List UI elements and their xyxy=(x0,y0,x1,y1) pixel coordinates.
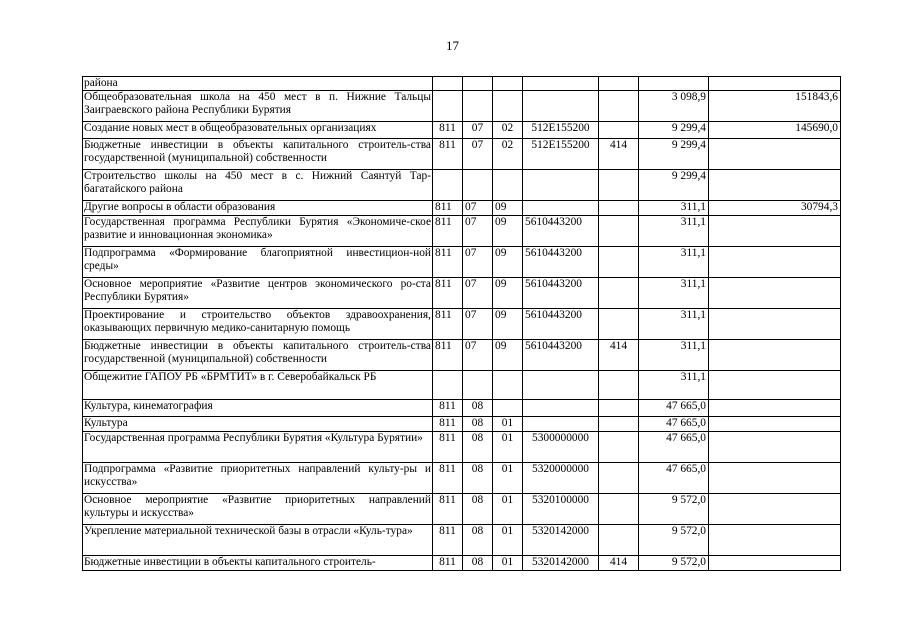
cell-amount: 311,1 xyxy=(639,371,709,400)
table-row xyxy=(83,91,841,122)
cell-target-article: 512E155200 xyxy=(523,139,599,170)
cell-name: Культура, кинематография xyxy=(83,400,433,417)
cell-section xyxy=(463,91,493,122)
cell-section: 08 xyxy=(463,525,493,556)
cell-expense-type xyxy=(599,122,639,139)
cell-ved xyxy=(433,77,463,91)
cell-amount: 3 098,9 xyxy=(639,91,709,122)
cell-expense-type xyxy=(599,216,639,247)
cell-target-article: 5610443200 xyxy=(523,278,599,309)
cell-expense-type: 414 xyxy=(599,139,639,170)
cell-expense-type xyxy=(599,77,639,91)
cell-name: района xyxy=(83,77,433,91)
cell-section: 08 xyxy=(463,432,493,463)
cell-amount: 47 665,0 xyxy=(639,417,709,432)
cell-amount: 47 665,0 xyxy=(639,463,709,494)
cell-section: 07 xyxy=(463,201,493,216)
cell-target-article: 5320000000 xyxy=(523,463,599,494)
cell-expense-type xyxy=(599,170,639,201)
cell-target-article: 5610443200 xyxy=(523,216,599,247)
cell-name: Культура xyxy=(83,417,433,432)
cell-ved: 811 xyxy=(433,139,463,170)
table-row xyxy=(83,309,841,340)
cell-subsection xyxy=(493,77,523,91)
cell-extra-amount xyxy=(709,216,841,247)
cell-target-article: 5320100000 xyxy=(523,494,599,525)
cell-section: 07 xyxy=(463,340,493,371)
cell-target-article: 5320142000 xyxy=(523,556,599,571)
cell-extra-amount xyxy=(709,463,841,494)
cell-extra-amount: 151843,6 xyxy=(709,91,841,122)
cell-target-article xyxy=(523,371,599,400)
cell-subsection: 09 xyxy=(493,278,523,309)
cell-extra-amount xyxy=(709,77,841,91)
cell-name: Общежитие ГАПОУ РБ «БРМТИТ» в г. Северобайкальск РБ xyxy=(83,371,433,400)
cell-target-article xyxy=(523,417,599,432)
cell-name: Проектирование и строительство объектов здравоохранения, оказывающих первичную медико-санитарную помощь xyxy=(83,309,433,340)
cell-amount: 311,1 xyxy=(639,340,709,371)
cell-amount: 311,1 xyxy=(639,216,709,247)
cell-name: Основное мероприятие «Развитие центров экономического ро-ста Республики Бурятия» xyxy=(83,278,433,309)
cell-extra-amount xyxy=(709,417,841,432)
cell-amount: 311,1 xyxy=(639,309,709,340)
cell-subsection: 01 xyxy=(493,494,523,525)
cell-expense-type xyxy=(599,417,639,432)
cell-section: 07 xyxy=(463,309,493,340)
cell-extra-amount xyxy=(709,309,841,340)
cell-extra-amount xyxy=(709,525,841,556)
cell-ved: 811 xyxy=(433,122,463,139)
cell-subsection: 01 xyxy=(493,463,523,494)
page-number: 17 xyxy=(446,38,459,53)
cell-section: 07 xyxy=(463,139,493,170)
cell-target-article: 5320142000 xyxy=(523,525,599,556)
cell-target-article xyxy=(523,91,599,122)
cell-section: 07 xyxy=(463,278,493,309)
table-row xyxy=(83,417,841,432)
table-row xyxy=(83,371,841,400)
cell-subsection: 09 xyxy=(493,201,523,216)
cell-ved: 811 xyxy=(433,201,463,216)
cell-subsection: 02 xyxy=(493,139,523,170)
cell-subsection: 09 xyxy=(493,340,523,371)
cell-ved: 811 xyxy=(433,463,463,494)
cell-amount: 311,1 xyxy=(639,247,709,278)
cell-amount: 311,1 xyxy=(639,201,709,216)
table-row xyxy=(83,432,841,463)
cell-subsection: 09 xyxy=(493,216,523,247)
cell-ved xyxy=(433,371,463,400)
table-row xyxy=(83,494,841,525)
cell-section: 08 xyxy=(463,556,493,571)
cell-name: Бюджетные инвестиции в объекты капитального строитель-ства государственной (муниципальной) собственности xyxy=(83,139,433,170)
table-row xyxy=(83,201,841,216)
cell-subsection: 01 xyxy=(493,432,523,463)
cell-expense-type xyxy=(599,278,639,309)
table-row xyxy=(83,139,841,170)
cell-expense-type xyxy=(599,371,639,400)
cell-section: 08 xyxy=(463,400,493,417)
cell-name: Подпрограмма «Формирование благоприятной инвестицион-ной среды» xyxy=(83,247,433,278)
cell-expense-type xyxy=(599,201,639,216)
cell-ved: 811 xyxy=(433,309,463,340)
table-row xyxy=(83,278,841,309)
cell-target-article: 512E155200 xyxy=(523,122,599,139)
cell-name: Другие вопросы в области образования xyxy=(83,201,433,216)
cell-section: 08 xyxy=(463,417,493,432)
cell-amount: 311,1 xyxy=(639,278,709,309)
cell-extra-amount: 145690,0 xyxy=(709,122,841,139)
table-row xyxy=(83,247,841,278)
cell-extra-amount: 30794,3 xyxy=(709,201,841,216)
cell-expense-type xyxy=(599,525,639,556)
cell-name: Укрепление материальной технической базы в отрасли «Куль-тура» xyxy=(83,525,433,556)
cell-ved: 811 xyxy=(433,340,463,371)
cell-extra-amount xyxy=(709,278,841,309)
cell-subsection: 09 xyxy=(493,309,523,340)
cell-target-article: 5610443200 xyxy=(523,309,599,340)
cell-subsection xyxy=(493,170,523,201)
cell-expense-type xyxy=(599,463,639,494)
cell-ved: 811 xyxy=(433,556,463,571)
cell-name: Государственная программа Республики Бурятия «Культура Бурятии» xyxy=(83,432,433,463)
table-row xyxy=(83,463,841,494)
cell-section xyxy=(463,77,493,91)
cell-extra-amount xyxy=(709,371,841,400)
cell-ved: 811 xyxy=(433,278,463,309)
cell-extra-amount xyxy=(709,494,841,525)
cell-name: Строительство школы на 450 мест в с. Нижний Саянтуй Тар-багатайского района xyxy=(83,170,433,201)
cell-section: 07 xyxy=(463,247,493,278)
cell-extra-amount xyxy=(709,432,841,463)
table-row xyxy=(83,340,841,371)
cell-subsection: 01 xyxy=(493,525,523,556)
cell-ved: 811 xyxy=(433,494,463,525)
cell-extra-amount xyxy=(709,400,841,417)
cell-ved: 811 xyxy=(433,432,463,463)
cell-amount: 47 665,0 xyxy=(639,432,709,463)
cell-ved: 811 xyxy=(433,216,463,247)
cell-subsection: 09 xyxy=(493,247,523,278)
cell-section xyxy=(463,170,493,201)
cell-amount xyxy=(639,77,709,91)
cell-target-article xyxy=(523,400,599,417)
cell-subsection xyxy=(493,371,523,400)
cell-section: 07 xyxy=(463,122,493,139)
cell-name: Общеобразовательная школа на 450 мест в п. Нижние Тальцы Заиграевского района Республики Бурятия xyxy=(83,91,433,122)
cell-amount: 9 299,4 xyxy=(639,139,709,170)
cell-extra-amount xyxy=(709,170,841,201)
cell-expense-type xyxy=(599,91,639,122)
cell-amount: 9 572,0 xyxy=(639,525,709,556)
cell-expense-type xyxy=(599,400,639,417)
cell-name: Создание новых мест в общеобразовательных организациях xyxy=(83,122,433,139)
cell-extra-amount xyxy=(709,556,841,571)
table-row xyxy=(83,122,841,139)
cell-target-article xyxy=(523,77,599,91)
cell-amount: 9 299,4 xyxy=(639,122,709,139)
cell-expense-type xyxy=(599,247,639,278)
cell-amount: 9 299,4 xyxy=(639,170,709,201)
cell-target-article xyxy=(523,170,599,201)
cell-section: 08 xyxy=(463,494,493,525)
table-row xyxy=(83,525,841,556)
cell-expense-type: 414 xyxy=(599,556,639,571)
cell-ved: 811 xyxy=(433,525,463,556)
cell-amount: 47 665,0 xyxy=(639,400,709,417)
cell-target-article: 5610443200 xyxy=(523,247,599,278)
cell-target-article: 5610443200 xyxy=(523,340,599,371)
cell-section: 07 xyxy=(463,216,493,247)
cell-extra-amount xyxy=(709,139,841,170)
cell-target-article: 5300000000 xyxy=(523,432,599,463)
cell-expense-type: 414 xyxy=(599,340,639,371)
cell-expense-type xyxy=(599,494,639,525)
cell-amount: 9 572,0 xyxy=(639,494,709,525)
cell-ved: 811 xyxy=(433,247,463,278)
cell-name: Подпрограмма «Развитие приоритетных направлений культу-ры и искусства» xyxy=(83,463,433,494)
table-row xyxy=(83,556,841,571)
cell-subsection: 01 xyxy=(493,556,523,571)
table-row xyxy=(83,400,841,417)
cell-subsection xyxy=(493,400,523,417)
cell-extra-amount xyxy=(709,247,841,278)
cell-name: Бюджетные инвестиции в объекты капитального строитель-ства государственной (муниципальной) собственности xyxy=(83,340,433,371)
cell-ved xyxy=(433,91,463,122)
cell-ved xyxy=(433,170,463,201)
cell-section: 08 xyxy=(463,463,493,494)
table-row xyxy=(83,77,841,91)
cell-amount: 9 572,0 xyxy=(639,556,709,571)
cell-target-article xyxy=(523,201,599,216)
cell-name: Основное мероприятие «Развитие приоритетных направлений культуры и искусства» xyxy=(83,494,433,525)
cell-name: Государственная программа Республики Бурятия «Экономиче-ское развитие и инновационная экономика» xyxy=(83,216,433,247)
cell-subsection: 02 xyxy=(493,122,523,139)
cell-subsection xyxy=(493,91,523,122)
budget-table xyxy=(82,76,841,571)
table-row xyxy=(83,170,841,201)
cell-expense-type xyxy=(599,309,639,340)
cell-subsection: 01 xyxy=(493,417,523,432)
table-row xyxy=(83,216,841,247)
cell-section xyxy=(463,371,493,400)
cell-name: Бюджетные инвестиции в объекты капитального строитель- xyxy=(83,556,433,571)
cell-ved: 811 xyxy=(433,400,463,417)
cell-ved: 811 xyxy=(433,417,463,432)
cell-extra-amount xyxy=(709,340,841,371)
cell-expense-type xyxy=(599,432,639,463)
